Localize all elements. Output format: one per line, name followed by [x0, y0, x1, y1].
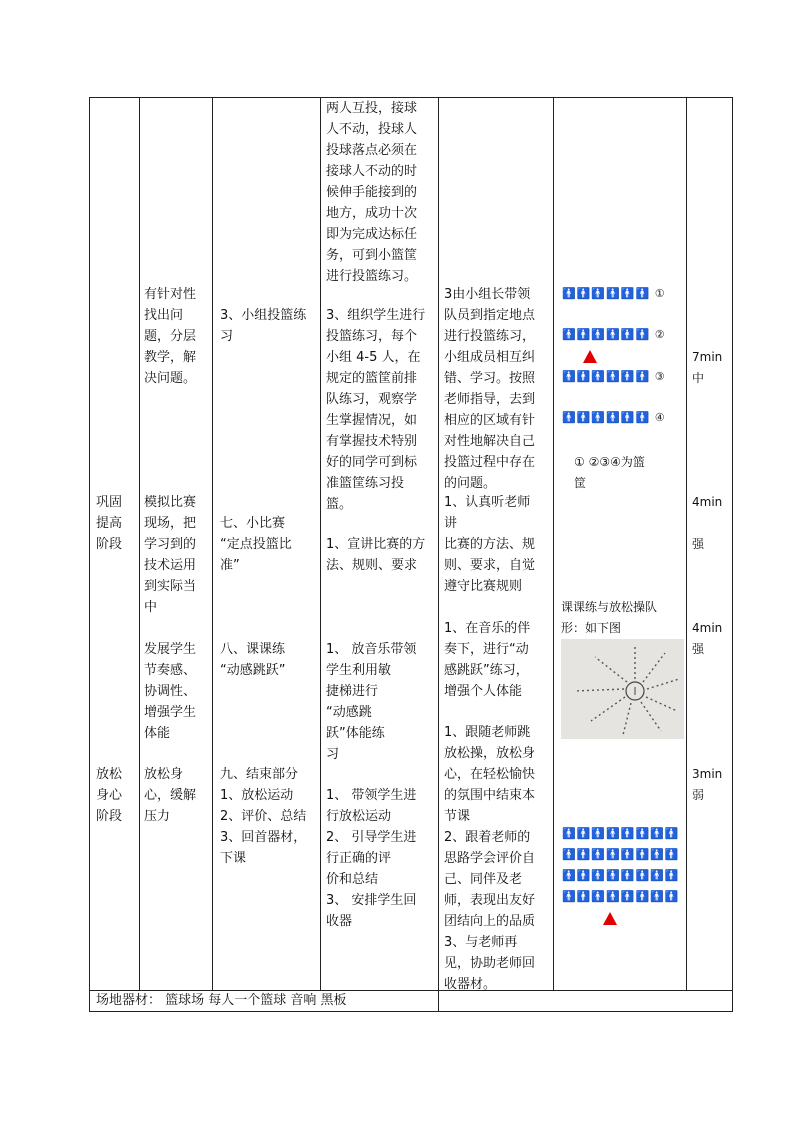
fitness-time: 4min 强 — [692, 621, 723, 656]
relax-teacher-activity: 1、 带领学生进 行放松运动 2、 引导学生进 行正确的评 价和总结 3、 安排学生回 收器 — [326, 788, 417, 929]
stage-consolidate: 巩固 提高 阶段 — [96, 495, 123, 552]
relax-student-activity: 1、跟随老师跳 放松操，放松身 心，在轻松愉快 的氛围中结束本 节课 2、跟着老师的 思路学会评价自 己、同伴及老 师，表现出友好 团结向上的品质 3、与老师再 见，协助老师回 收器材。 — [444, 725, 536, 992]
group-number: ① — [654, 287, 666, 300]
fitness-purpose: 发展学生 节奏感、 协调性、 增强学生 体能 — [144, 642, 197, 741]
person-icons: 🚹🚹🚹🚹🚹🚹 — [562, 370, 651, 383]
group-number: ② — [654, 328, 666, 341]
relax-formation-row-3: 🚹🚹🚹🚹🚹🚹🚹🚹 — [562, 869, 680, 882]
fitness-formation-label: 课课练与放松操队 形：如下图 — [561, 600, 658, 635]
formation-row-2 — [562, 328, 666, 341]
formation-photo-drawing — [561, 639, 684, 739]
practice-teacher-activity: 3、组织学生进行 投篮练习，每个 小组 4-5 人，在 规定的篮筐前排 队练习，观察学 生掌握情况，如 有掌握技术特别 好的同学可到标 准篮筐练习投 篮。 — [326, 308, 426, 512]
fitness-student-activity: 1、在音乐的伴 奏下，进行“动 感跳跃”练习， 增强个人体能 — [444, 621, 531, 699]
teacher-marker-icon — [583, 350, 597, 363]
relax-purpose: 放松身 心，缓解 压力 — [144, 767, 197, 824]
practice-time: 7min 中 — [692, 350, 723, 385]
group-number: ④ — [654, 411, 666, 424]
fitness-teacher-activity: 1、 放音乐带领 学生利用敏 捷梯进行 “动感跳 跃”体能练 习 — [326, 642, 417, 762]
competition-time: 4min — [692, 495, 723, 509]
relax-content: 九、结束部分 1、放松运动 2、评价、总结 3、回首器材， 下课 — [220, 767, 307, 866]
practice-content: 3、小组投篮练 习 — [220, 308, 307, 344]
person-icons: 🚹🚹🚹🚹🚹🚹 — [562, 287, 651, 300]
competition-intensity: 强 — [692, 537, 705, 551]
practice-student-activity: 3由小组长带领 队员到指定地点 进行投篮练习， 小组成员相互纠 错、学习。按照 老师指导，去到 相应的区域有针 对性地解决自己 投篮过程中存在 的问题。 — [444, 287, 536, 491]
competition-content: 七、小比赛 “定点投篮比 准” — [220, 516, 292, 573]
competition-purpose: 模拟比赛 现场，把 学习到的 技术运用 到实际当 中 — [144, 495, 197, 615]
group-number: ③ — [654, 370, 666, 383]
relax-formation-row-4: 🚹🚹🚹🚹🚹🚹🚹🚹 — [562, 890, 680, 903]
person-icons: 🚹🚹🚹🚹🚹🚹 — [562, 328, 651, 341]
teacher-marker-icon — [603, 912, 617, 925]
relax-formation-row-2: 🚹🚹🚹🚹🚹🚹🚹🚹 — [562, 848, 680, 861]
competition-student-activity: 1、认真听老师 讲 比赛的方法、规 则、要求，自觉 遵守比赛规则 — [444, 495, 536, 594]
competition-teacher-activity: 1、宣讲比赛的方 法、规则、要求 — [326, 537, 426, 573]
equipment-footer: 场地器材： 篮球场 每人一个篮球 音响 黑板 — [96, 993, 347, 1008]
relax-formation-row-1: 🚹🚹🚹🚹🚹🚹🚹🚹 — [562, 827, 680, 840]
formation-photo — [561, 639, 684, 739]
formation-note: ① ②③④为篮 筐 — [574, 455, 645, 490]
formation-row-1 — [562, 287, 666, 300]
fitness-content: 八、课课练 “动感跳跃” — [220, 642, 286, 678]
teacher-activity-top: 两人互投，接球 人不动，投球人 投球落点必须在 接球人不动的时 候伸手能接到的 地方，成功十次 即为完成达标任 务，可到小篮筐 进行投篮练习。 — [326, 101, 418, 284]
person-icons: 🚹🚹🚹🚹🚹🚹 — [562, 411, 651, 424]
relax-time: 3min 弱 — [692, 767, 723, 802]
formation-row-3 — [562, 370, 666, 383]
formation-row-4 — [562, 411, 666, 424]
stage-relax: 放松 身心 阶段 — [96, 767, 123, 824]
practice-purpose: 有针对性 找出问 题，分层 教学，解 决问题。 — [144, 287, 197, 386]
